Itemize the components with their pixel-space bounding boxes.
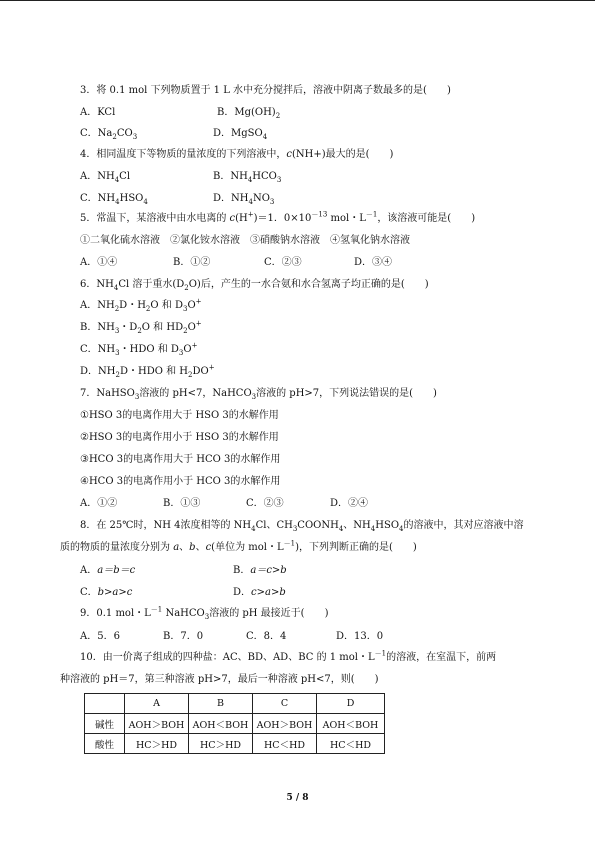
- q5-option-c: C．②③: [264, 257, 302, 268]
- q6-option-d: D．$NH_2D$・HDO 和 $H_2DO^+$: [80, 363, 215, 379]
- q8-stem-line-1: 8．在 25℃时，NH 4浓度相等的 $NH_4Cl$、$CH_3COONH_4$、$NH_4HSO_4$的溶液中，其对应溶液中溶: [80, 520, 524, 533]
- q7-option-d: D．②④: [330, 498, 369, 509]
- table-header-cell: D: [317, 694, 385, 714]
- q10-stem-line-2: 种溶液的 pH＝7，第三种溶液 pH>7，最后一种溶液 pH<7，则( ): [60, 674, 379, 685]
- page-number: 5 / 8: [286, 793, 309, 803]
- table-cell: 酸性: [85, 734, 125, 754]
- q7-option-b: B．①③: [163, 498, 201, 509]
- table-header-cell: B: [189, 694, 253, 714]
- table-row: [85, 734, 385, 754]
- q7-option-a: A．①②: [80, 498, 118, 509]
- q4-option-c: C．$NH_4HSO_4$: [80, 193, 148, 206]
- table-cell: AOH＜BOH: [189, 714, 253, 734]
- q9-option-d: D．13．0: [336, 631, 384, 642]
- q8-stem-line-2: 质的物质的量浓度分别为 a、b、c(单位为 mol・$L^{-1}$)，下列判断正确的是( ): [60, 539, 417, 553]
- table-cell: 碱性: [85, 714, 125, 734]
- table-cell: HC＜HD: [317, 734, 385, 754]
- q9-stem: 9．0.1 mol・$L^{-1}$ NaHCO$_3$溶液的 pH 最接近于( ): [80, 605, 329, 621]
- q8-option-a: A．a＝b＝c: [80, 565, 136, 576]
- q6-option-a: A．$NH_2D$・$H_2O$ 和 $D_3O^+$: [80, 297, 202, 313]
- q7-statement-4: ④HCO 3的电离作用小于 HCO 3的水解作用: [80, 476, 281, 487]
- top-rule: [0, 0, 595, 1]
- q4-option-d: D．$NH_4NO_3$: [213, 193, 275, 206]
- q5-option-a: A．①④: [80, 257, 118, 268]
- q4-option-b: B．$NH_4HCO_3$: [213, 171, 282, 184]
- q5-option-d: D．③④: [354, 257, 393, 268]
- q7-option-c: C．②③: [246, 498, 284, 509]
- table-cell: AOH＞BOH: [253, 714, 317, 734]
- table-cell: AOH＜BOH: [317, 714, 385, 734]
- q5-options-list: ①二氧化硫水溶液 ②氯化铵水溶液 ③硝酸钠水溶液 ④氢氧化钠水溶液: [80, 235, 410, 246]
- table-row: [85, 714, 385, 734]
- q5-stem: 5．常温下，某溶液中由水电离的 c(H+)＝1．$0\times 10^{-13}$ mol・$L^{-1}$，该溶液可能是( ): [80, 210, 476, 224]
- q7-statement-1: ①HSO 3的电离作用大于 HSO 3的水解作用: [80, 410, 279, 421]
- table-cell: HC＞HD: [189, 734, 253, 754]
- q4-option-a: A．$NH_4Cl$: [80, 171, 131, 184]
- table-cell: HC＜HD: [253, 734, 317, 754]
- table-header-row: [85, 694, 385, 714]
- q4-stem: 4．相同温度下等物质的量浓度的下列溶液中，c(NH+)最大的是( ): [80, 149, 394, 160]
- table-cell: AOH＞BOH: [125, 714, 189, 734]
- q9-option-a: A．5．6: [80, 631, 120, 642]
- q7-statement-3: ③HCO 3的电离作用大于 HCO 3的水解作用: [80, 454, 281, 465]
- q10-stem-line-1: 10．由一价离子组成的四种盐：AC、BD、AD、BC 的 1 mol・$L^{-1}$的溶液，在室温下，前两: [80, 649, 497, 663]
- q3-option-b: B．$Mg(OH)_2$: [217, 107, 281, 120]
- q3-option-a: A．KCl: [80, 107, 116, 118]
- q6-option-b: B．$NH_3$・$D_2O$ 和 $HD_2O^+$: [80, 319, 202, 335]
- q3-option-d: D．MgSO$_4$: [213, 128, 268, 141]
- q8-option-d: D．c>a>b: [233, 587, 286, 598]
- q10-answer-table: [84, 693, 385, 754]
- table-cell: HC＞HD: [125, 734, 189, 754]
- q6-option-c: C．$NH_3$・HDO 和 $D_3O^+$: [80, 341, 198, 357]
- q8-option-b: B．a＝c>b: [233, 565, 287, 576]
- table-header-cell: A: [125, 694, 189, 714]
- q3-option-c: C．$Na_2CO_3$: [80, 128, 138, 141]
- q5-option-b: B．①②: [173, 257, 211, 268]
- q3-stem: 3．将 0.1 mol 下列物质置于 1 L 水中充分搅拌后，溶液中阴离子数最多的是( ): [80, 85, 451, 96]
- table-header-cell: C: [253, 694, 317, 714]
- q6-stem: 6．$NH_4Cl$ 溶于重水$(D_2O)$后，产生的一水合氨和水合氢离子均正确的是( ): [80, 279, 429, 292]
- q7-stem: 7．NaHSO$_3$溶液的 pH<7，NaHCO$_3$溶液的 pH>7，下列说法错误的是( ): [80, 388, 437, 401]
- q9-option-c: C．8．4: [246, 631, 287, 642]
- q7-statement-2: ②HSO 3的电离作用小于 HSO 3的水解作用: [80, 432, 279, 443]
- q9-option-b: B．7．0: [163, 631, 204, 642]
- table-header-cell: [85, 694, 125, 714]
- q8-option-c: C．b>a>c: [80, 587, 133, 598]
